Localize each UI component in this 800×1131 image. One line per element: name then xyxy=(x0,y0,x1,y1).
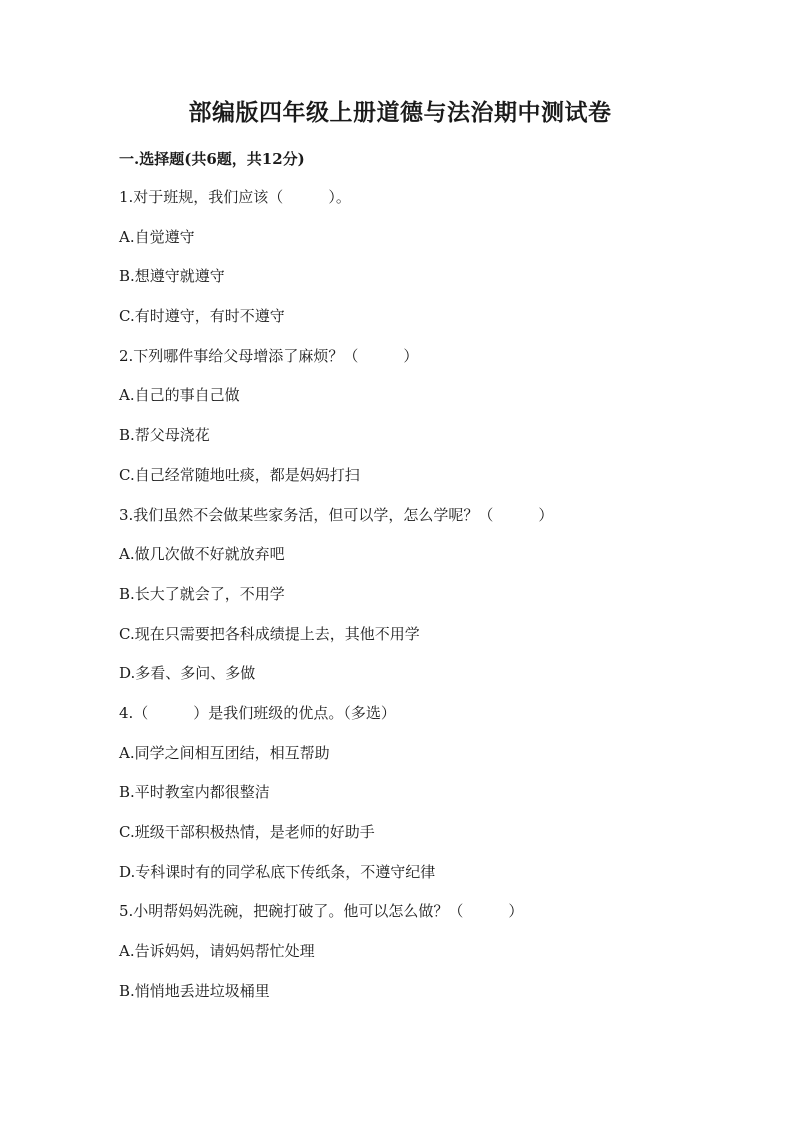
question-5-option-b: B.悄悄地丢进垃圾桶里 xyxy=(119,981,270,1000)
question-5-stem: 5.小明帮妈妈洗碗，把碗打破了。他可以怎么做？（ ） xyxy=(119,902,524,921)
question-4-stem: 4.（ ）是我们班级的优点。（多选） xyxy=(119,703,396,722)
page-title: 部编版四年级上册道德与法治期中测试卷 xyxy=(188,99,612,126)
question-3-stem: 3.我们虽然不会做某些家务活，但可以学，怎么学呢？（ ） xyxy=(119,505,554,524)
question-1-stem: 1.对于班规，我们应该（ ）。 xyxy=(119,188,351,206)
question-4-option-c: C.班级干部积极热情，是老师的好助手 xyxy=(119,823,375,841)
question-4-option-a: A.同学之间相互团结，相互帮助 xyxy=(119,743,330,762)
question-1-option-c: C.有时遵守，有时不遵守 xyxy=(119,307,285,326)
question-2-option-a: A.自己的事自己做 xyxy=(119,386,240,405)
question-4-option-b: B.平时教室内都很整洁 xyxy=(119,783,270,802)
question-3-option-d: D.多看、多问、多做 xyxy=(119,664,256,683)
question-1-option-a: A.自觉遵守 xyxy=(119,227,195,246)
question-3-option-b: B.长大了就会了，不用学 xyxy=(119,584,285,603)
question-1-option-b: B.想遵守就遵守 xyxy=(119,267,225,286)
question-3-option-a: A.做几次做不好就放弃吧 xyxy=(119,545,285,564)
question-5-option-a: A.告诉妈妈，请妈妈帮忙处理 xyxy=(119,942,315,961)
question-3-option-c: C.现在只需要把各科成绩提上去，其他不用学 xyxy=(119,624,420,643)
question-list xyxy=(119,186,739,1019)
question-2-option-b: B.帮父母浇花 xyxy=(119,426,210,445)
question-2-stem: 2.下列哪件事给父母增添了麻烦？（ ） xyxy=(119,346,419,365)
section-heading: 一.选择题(共6题，共12分) xyxy=(119,150,305,168)
question-2-option-c: C.自己经常随地吐痰，都是妈妈打扫 xyxy=(119,465,360,484)
question-4-option-d: D.专科课时有的同学私底下传纸条，不遵守纪律 xyxy=(119,862,436,881)
